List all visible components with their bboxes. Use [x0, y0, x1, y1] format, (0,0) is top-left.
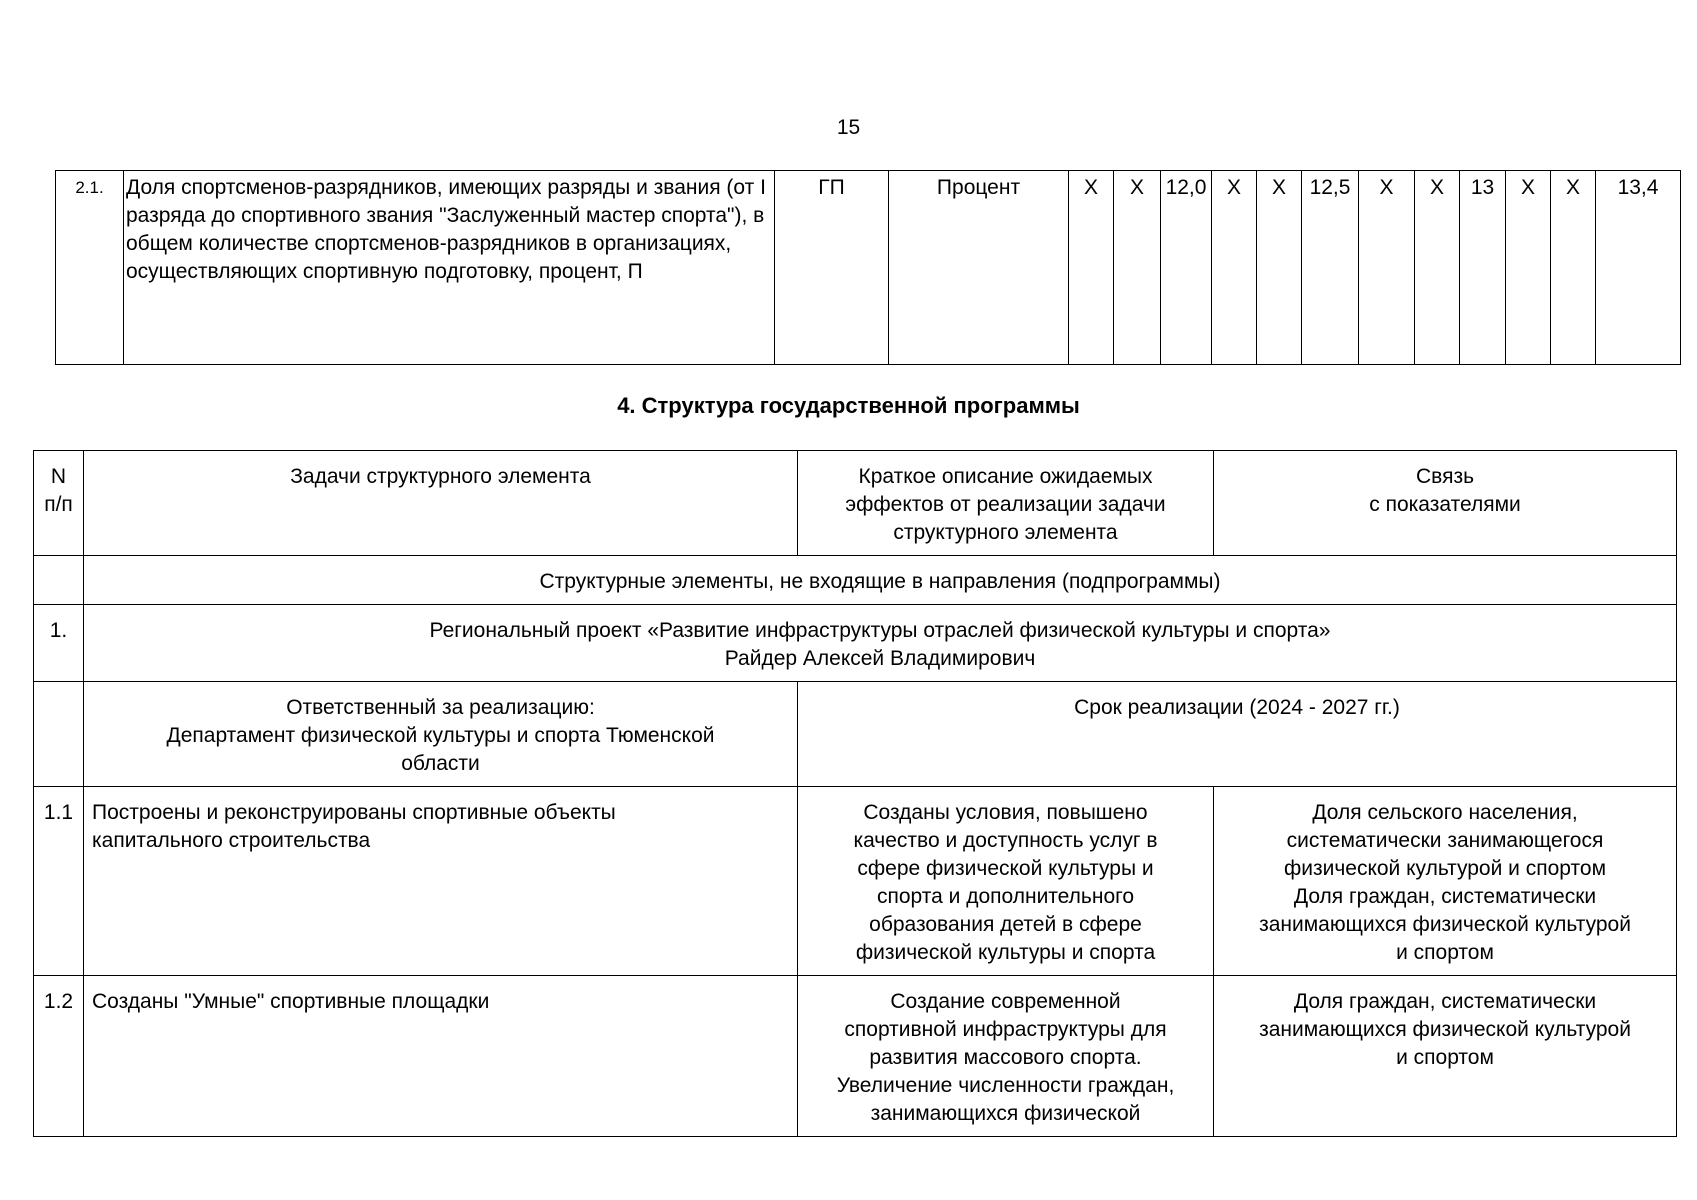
indicator-value: X	[1069, 171, 1114, 365]
section-row-num	[34, 556, 84, 605]
row-effects: Созданы условия, повышено качество и доступность услуг в сфере физической культуры и спорта и дополнительного образования детей в сфере физической культуры и спорта	[798, 787, 1214, 976]
indicator-table	[55, 170, 1681, 365]
header-num: N п/п	[34, 451, 84, 556]
section-row-label: Структурные элементы, не входящие в направления (подпрограммы)	[84, 556, 1677, 605]
indicator-value: 13	[1460, 171, 1506, 365]
indicator-value: 12,5	[1302, 171, 1359, 365]
header-effects: Краткое описание ожидаемых эффектов от реализации задачи структурного элемента	[798, 451, 1214, 556]
row-num: 1.2	[34, 976, 84, 1137]
project-num: 1.	[34, 605, 84, 682]
indicator-row	[56, 171, 1681, 365]
header-link: Связь с показателями	[1214, 451, 1677, 556]
table-row	[34, 787, 1677, 976]
section-row	[34, 556, 1677, 605]
project-row	[34, 605, 1677, 682]
row-link: Доля сельского населения, систематически занимающегося физической культурой и спортом Доля граждан, систематически занимающихся физической культурой и спортом	[1214, 787, 1677, 976]
row-task: Построены и реконструированы спортивные объекты капитального строительства	[84, 787, 798, 976]
row-num: 1.1	[34, 787, 84, 976]
page-number: 15	[836, 116, 861, 139]
project-leader: Райдер Алексей Владимирович	[724, 647, 1036, 670]
row-task: Созданы "Умные" спортивные площадки	[84, 976, 798, 1137]
indicator-value: X	[1551, 171, 1596, 365]
indicator-value: X	[1114, 171, 1161, 365]
indicator-value: X	[1212, 171, 1257, 365]
structure-header-row	[34, 451, 1677, 556]
responsible-term: Срок реализации (2024 - 2027 гг.)	[798, 682, 1677, 787]
section-title: 4. Структура государственной программы	[617, 393, 1080, 418]
indicator-value: 13,4	[1596, 171, 1681, 365]
indicator-description: Доля спортсменов-разрядников, имеющих разряды и звания (от I разряда до спортивного звания "Заслуженный мастер спорта"), в общем количестве спортсменов-разрядников в организациях, осуществляющих спортивную подготовку, процент, П	[124, 171, 775, 365]
indicator-value: X	[1257, 171, 1302, 365]
indicator-value: 12,0	[1161, 171, 1212, 365]
row-link: Доля граждан, систематически занимающихся физической культурой и спортом	[1214, 976, 1677, 1137]
indicator-unit: Процент	[889, 171, 1069, 365]
indicator-level: ГП	[775, 171, 889, 365]
responsible-num	[34, 682, 84, 787]
header-tasks: Задачи структурного элемента	[84, 451, 798, 556]
indicator-value: X	[1506, 171, 1551, 365]
responsible-row	[34, 682, 1677, 787]
indicator-value: X	[1415, 171, 1460, 365]
indicator-num: 2.1.	[56, 171, 124, 365]
row-effects: Создание современной спортивной инфраструктуры для развития массового спорта. Увеличение численности граждан, занимающихся физической	[798, 976, 1214, 1137]
indicator-value: X	[1359, 171, 1415, 365]
structure-table	[33, 450, 1677, 1137]
project-title: Региональный проект «Развитие инфраструктуры отраслей физической культуры и спорта» Райдер Алексей Владимирович	[84, 605, 1677, 682]
table-row	[34, 976, 1677, 1137]
responsible-org: Ответственный за реализацию: Департамент физической культуры и спорта Тюменской области	[84, 682, 798, 787]
